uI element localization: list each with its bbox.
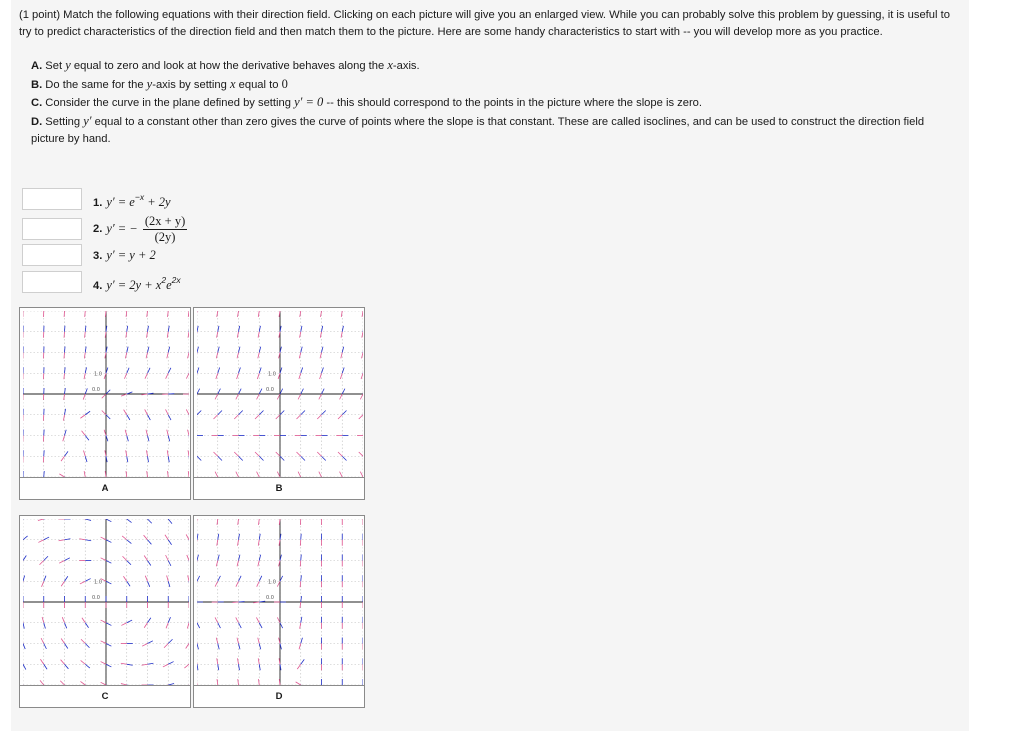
picture-label-b: B (194, 477, 364, 499)
field-arrow (297, 411, 305, 419)
tick-label: 1.0 (94, 371, 102, 378)
picture-label-c: C (20, 685, 190, 707)
origin-label: 0.0 (92, 387, 100, 393)
answer-input-2[interactable] (22, 218, 82, 240)
field-arrow (300, 534, 301, 546)
hint-c: C. Consider the curve in the plane defined by setting y′ = 0 -- this should correspond to the points in the picture where the slope is zero. (31, 95, 703, 109)
direction-field-c (23, 519, 189, 685)
field-arrow (23, 519, 28, 522)
problem-panel (11, 0, 969, 731)
field-arrow (259, 519, 260, 525)
field-arrow (300, 519, 301, 525)
field-arrow (238, 519, 239, 525)
field-arrow (43, 409, 44, 421)
field-arrow (186, 519, 189, 524)
picture-b[interactable] (193, 307, 365, 500)
tick-label: 1.0 (268, 371, 276, 378)
problem-intro: (1 point) Match the following equations with their direction field. Clicking on each picture will give you an enlarged view. While you can probably solve this problem by guessing, it is useful to try to predict characteristics of the direction field and then match them to the picture. Here are some handy characteristics to start with -- you will develop more as you practice. (19, 9, 950, 38)
field-arrow (300, 555, 301, 567)
field-arrow (300, 311, 302, 317)
field-arrow (85, 311, 86, 317)
direction-field-a (23, 311, 189, 477)
field-arrow (64, 311, 65, 317)
field-arrow (217, 311, 219, 317)
field-arrow (300, 575, 301, 587)
field-arrow (64, 326, 65, 338)
field-arrow (197, 311, 198, 317)
field-arrow (255, 411, 263, 419)
field-arrow (217, 519, 218, 525)
answer-input-3[interactable] (22, 244, 82, 266)
direction-field-b (197, 311, 363, 477)
hint-d: D. Setting y′ equal to a constant other than zero gives the curve of points where the slope is that constant. These are called isoclines, and can be used to construct the direction field picture by hand. (31, 113, 925, 145)
origin-label: 0.0 (92, 595, 100, 601)
origin-label: 0.0 (266, 595, 274, 601)
field-arrow (258, 311, 260, 317)
field-arrow (126, 311, 127, 317)
field-arrow (362, 311, 363, 317)
hint-a: A. Set y equal to zero and look at how the derivative behaves along the x-axis. (31, 58, 420, 72)
field-arrow (238, 311, 240, 317)
equation-1: 1. $y' = e^{-x} + 2y$ (93, 192, 171, 209)
origin-label: 0.0 (266, 387, 274, 393)
tick-label: 1.0 (94, 579, 102, 586)
field-arrow (197, 519, 198, 525)
picture-label-d: D (194, 685, 364, 707)
field-arrow (168, 311, 169, 317)
picture-c[interactable] (19, 515, 191, 708)
field-arrow (43, 367, 44, 379)
direction-field-d (197, 519, 363, 685)
field-arrow (64, 367, 65, 379)
field-arrow (43, 388, 44, 400)
answer-input-1[interactable] (22, 188, 82, 210)
hint-b: B. Do the same for the y-axis by setting x equal to 0 (31, 76, 288, 91)
hint-list (31, 57, 960, 149)
picture-label-a: A (20, 477, 190, 499)
equation-2: 2. y′ = − $\frac{(2x + y)}{(2y)}$ (93, 214, 186, 244)
equation-4: 4. $y' = 2y + x^2e^{2x}$ (93, 275, 181, 292)
field-arrow (188, 311, 189, 317)
field-arrow (64, 347, 65, 359)
field-arrow (147, 311, 148, 317)
picture-d[interactable] (193, 515, 365, 708)
equation-3: 3. y′ = y + 2 (93, 248, 156, 262)
answer-input-4[interactable] (22, 271, 82, 293)
field-arrow (341, 311, 343, 317)
field-arrow (321, 311, 323, 317)
direction-field-grid (19, 307, 365, 721)
fraction: $\frac{(2x + y)}{(2y)}$ (144, 214, 186, 244)
picture-a[interactable] (19, 307, 191, 500)
tick-label: 1.0 (268, 579, 276, 586)
